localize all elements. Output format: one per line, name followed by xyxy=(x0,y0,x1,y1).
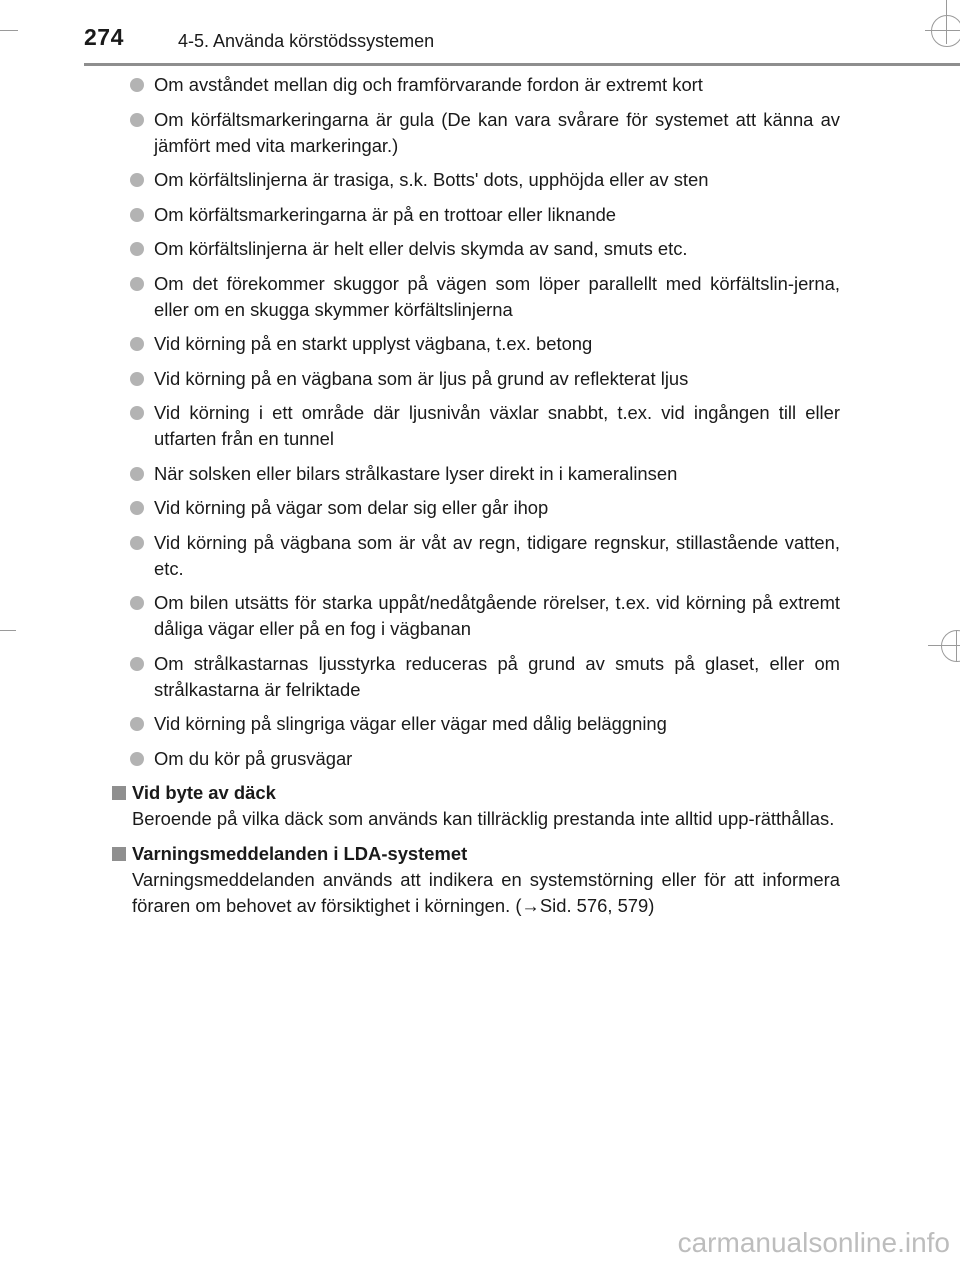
section-heading-tire-change xyxy=(108,780,840,806)
list-item xyxy=(108,400,840,452)
list-item xyxy=(108,590,840,642)
list-item-text: Om körfältslinjerna är trasiga, s.k. Botts' dots, upphöjda eller av sten xyxy=(154,169,709,190)
header-divider xyxy=(84,63,960,66)
list-item xyxy=(108,495,840,521)
list-item-text: Vid körning i ett område där ljusnivån växlar snabbt, t.ex. vid ingången till eller utfarten från en tunnel xyxy=(154,402,840,449)
bullet-icon xyxy=(130,277,144,291)
list-item-text: Vid körning på slingriga vägar eller vägar med dålig beläggning xyxy=(154,713,667,734)
bullet-icon xyxy=(130,337,144,351)
registration-mark-mid xyxy=(941,630,960,662)
list-item-text: Vid körning på en vägbana som är ljus på grund av reflekterat ljus xyxy=(154,367,689,389)
manual-content xyxy=(108,72,840,928)
list-item-text: Vid körning på en starkt upplyst vägbana, t.ex. betong xyxy=(154,333,593,354)
bullet-icon xyxy=(130,752,144,766)
list-item-text: Om det förekommer skuggor på vägen som löper parallellt med körfältslin-jerna, eller om en skugga skymmer körfältslinjerna xyxy=(154,272,840,320)
crop-mark-mid-left xyxy=(0,630,16,631)
bullet-icon xyxy=(130,717,144,731)
list-item-text: Om bilen utsätts för starka uppåt/nedåtgående rörelser, t.ex. vid körning på extremt dåliga vägar eller på en fog i vägbanan xyxy=(154,592,840,639)
watermark: carmanualsonline.info xyxy=(677,1227,950,1258)
bullet-icon xyxy=(130,536,144,550)
bullet-icon xyxy=(130,501,144,515)
list-item-text: Vid körning på vägbana som är våt av regn, tidigare regnskur, stillastående vatten, etc. xyxy=(154,531,840,579)
list-item xyxy=(108,366,840,392)
list-item xyxy=(108,530,840,582)
list-item-text: Om avståndet mellan dig och framförvarande fordon är extremt kort xyxy=(154,74,703,95)
bullet-icon xyxy=(130,242,144,256)
list-item-text: Om körfältsmarkeringarna är gula (De kan vara svårare för systemet att känna av jämfört med vita markeringar.) xyxy=(154,108,840,156)
bullet-icon xyxy=(130,208,144,222)
list-item xyxy=(108,236,840,262)
bullet-icon xyxy=(130,406,144,420)
list-item-text: Om körfältsmarkeringarna är på en trottoar eller liknande xyxy=(154,203,617,225)
crop-mark-top-left xyxy=(0,30,18,31)
bullet-icon xyxy=(130,467,144,481)
square-bullet-icon xyxy=(112,786,126,800)
page-number: 274 xyxy=(84,24,124,50)
list-item xyxy=(108,711,840,737)
list-item xyxy=(108,746,840,772)
bullet-icon xyxy=(130,78,144,92)
list-item-text: Om du kör på grusvägar xyxy=(154,747,353,769)
list-item xyxy=(108,202,840,228)
list-item-text: När solsken eller bilars strålkastare lyser direkt in i kameralinsen xyxy=(154,462,678,484)
registration-mark-top xyxy=(931,15,960,47)
bullet-icon xyxy=(130,372,144,386)
list-item xyxy=(108,461,840,487)
list-item xyxy=(108,331,840,357)
bullet-icon xyxy=(130,173,144,187)
list-item xyxy=(108,72,840,98)
bullet-icon xyxy=(130,113,144,127)
section-paragraph: Varningsmeddelanden används att indikera en systemstörning eller för att informera föraren om behovet av försiktighet i körningen. (→Sid. 576, 579) xyxy=(132,869,840,916)
section-paragraph: Beroende på vilka däck som används kan tillräcklig prestanda inte alltid upp-rätthållas. xyxy=(132,808,835,829)
list-item xyxy=(108,271,840,323)
square-bullet-icon xyxy=(112,847,126,861)
list-item-text: Om strålkastarnas ljusstyrka reduceras på grund av smuts på glaset, eller om strålkastarna är felriktade xyxy=(154,652,840,700)
list-item-text: Om körfältslinjerna är helt eller delvis skymda av sand, smuts etc. xyxy=(154,238,688,259)
section-heading-lda-warnings xyxy=(108,841,840,867)
list-item xyxy=(108,651,840,703)
bullet-icon xyxy=(130,596,144,610)
list-item-text: Vid körning på vägar som delar sig eller går ihop xyxy=(154,497,549,518)
section-heading-text: Varningsmeddelanden i LDA-systemet xyxy=(132,843,468,864)
bullet-icon xyxy=(130,657,144,671)
list-item xyxy=(108,167,840,193)
section-heading-text: Vid byte av däck xyxy=(132,782,276,803)
list-item xyxy=(108,107,840,159)
section-title: 4-5. Använda körstödssystemen xyxy=(178,31,435,51)
